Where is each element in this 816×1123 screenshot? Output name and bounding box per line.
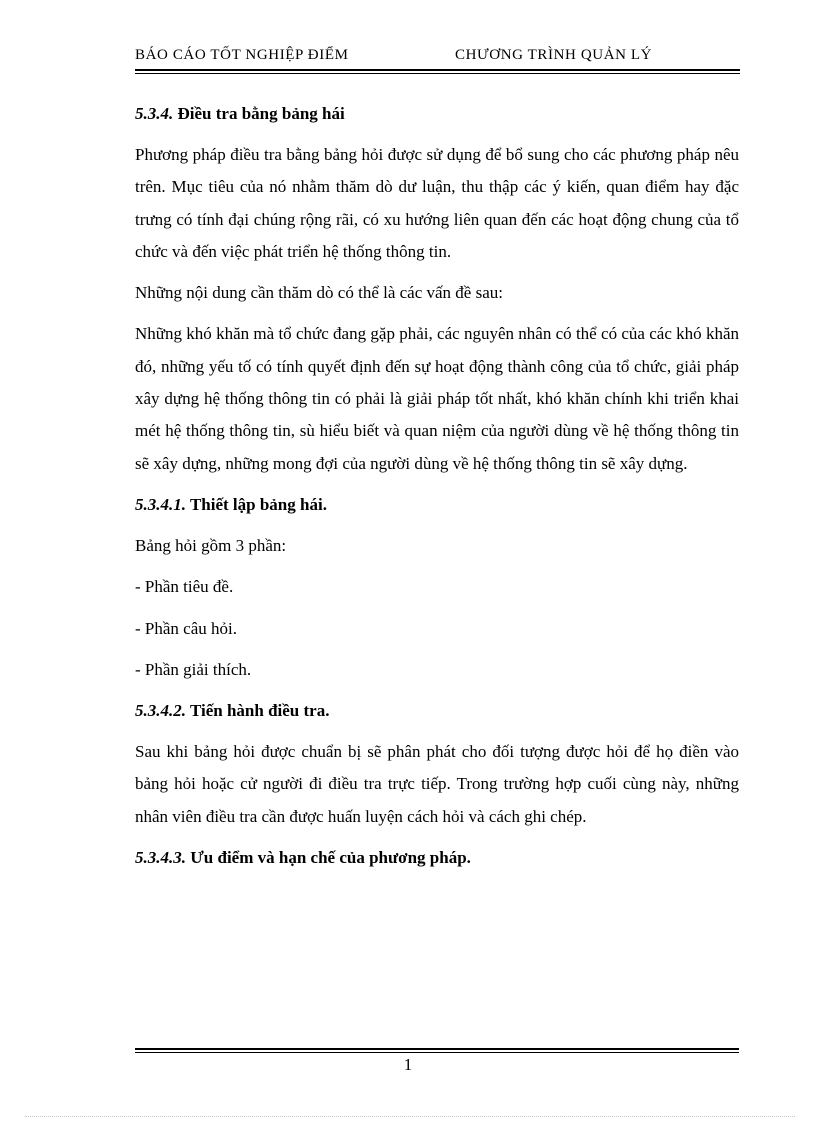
page-edge-divider xyxy=(25,1116,795,1117)
page-number: 1 xyxy=(403,1055,413,1074)
paragraph: Bảng hỏi gồm 3 phần: xyxy=(135,535,287,555)
page-body xyxy=(135,98,739,874)
section-heading-5-3-4-1: 5.3.4.1. Thiết lập bảng hái. xyxy=(135,494,327,514)
page-header xyxy=(135,48,740,88)
section-heading-5-3-4: 5.3.4. Điều tra bằng bảng hái xyxy=(135,104,345,123)
footer-rule-thin xyxy=(135,1052,739,1053)
footer-rule xyxy=(135,1048,739,1050)
header-rule-thin xyxy=(135,73,740,74)
paragraph: Những nội dung cần thăm dò có thể là các vấn đề sau: xyxy=(135,283,503,303)
paragraph: Những khó khăn mà tổ chức đang gặp phải, các nguyên nhân có thể có của các khó khăn đó, những yếu tố có tính quyết định đến sự hoạt động thành công của tổ chức, giải pháp xây dựng hệ thống thông tin có phải là giải pháp tốt nhất, khó khăn chính khi triển khai mét hệ thống thông tin, sù hiểu biết và quan niệm của người dùng về hệ thống thông tin sẽ xây dựng, những mong đợi của người dùng về hệ thống thông tin sẽ xây dựng. xyxy=(135,324,739,473)
list-item: - Phần tiêu đề. xyxy=(135,577,234,597)
paragraph: Phương pháp điều tra bằng bảng hỏi được sử dụng để bổ sung cho các phương pháp nêu trên. Mục tiêu của nó nhằm thăm dò dư luận, thu thập các ý kiến, quan điểm hay đặc trưng có tính đại chúng rộng rãi, có xu hướng liên quan đến các hoạt động chung của tổ chức và đến việc phát triển hệ thống thông tin. xyxy=(135,145,739,261)
list-item: - Phần câu hỏi. xyxy=(135,618,237,638)
list-item: - Phần giải thích. xyxy=(135,659,252,679)
section-heading-5-3-4-3: 5.3.4.3. Ưu điểm và hạn chế của phương pháp. xyxy=(135,848,471,868)
paragraph: Sau khi bảng hỏi được chuẩn bị sẽ phân phát cho đối tượng được hỏi để họ điền vào bảng hỏi hoặc cử người đi điều tra trực tiếp. Trong trường hợp cuối cùng này, những nhân viên điều tra cần được huấn luyện cách hỏi và cách ghi chép. xyxy=(135,742,739,826)
header-left-text: BÁO CÁO TỐT NGHIỆP ĐIỂM xyxy=(135,47,349,63)
section-heading-5-3-4-2: 5.3.4.2. Tiến hành điều tra. xyxy=(135,701,330,721)
header-right-text: CHƯƠNG TRÌNH QUẢN LÝ xyxy=(455,47,653,63)
header-rule xyxy=(135,69,740,71)
